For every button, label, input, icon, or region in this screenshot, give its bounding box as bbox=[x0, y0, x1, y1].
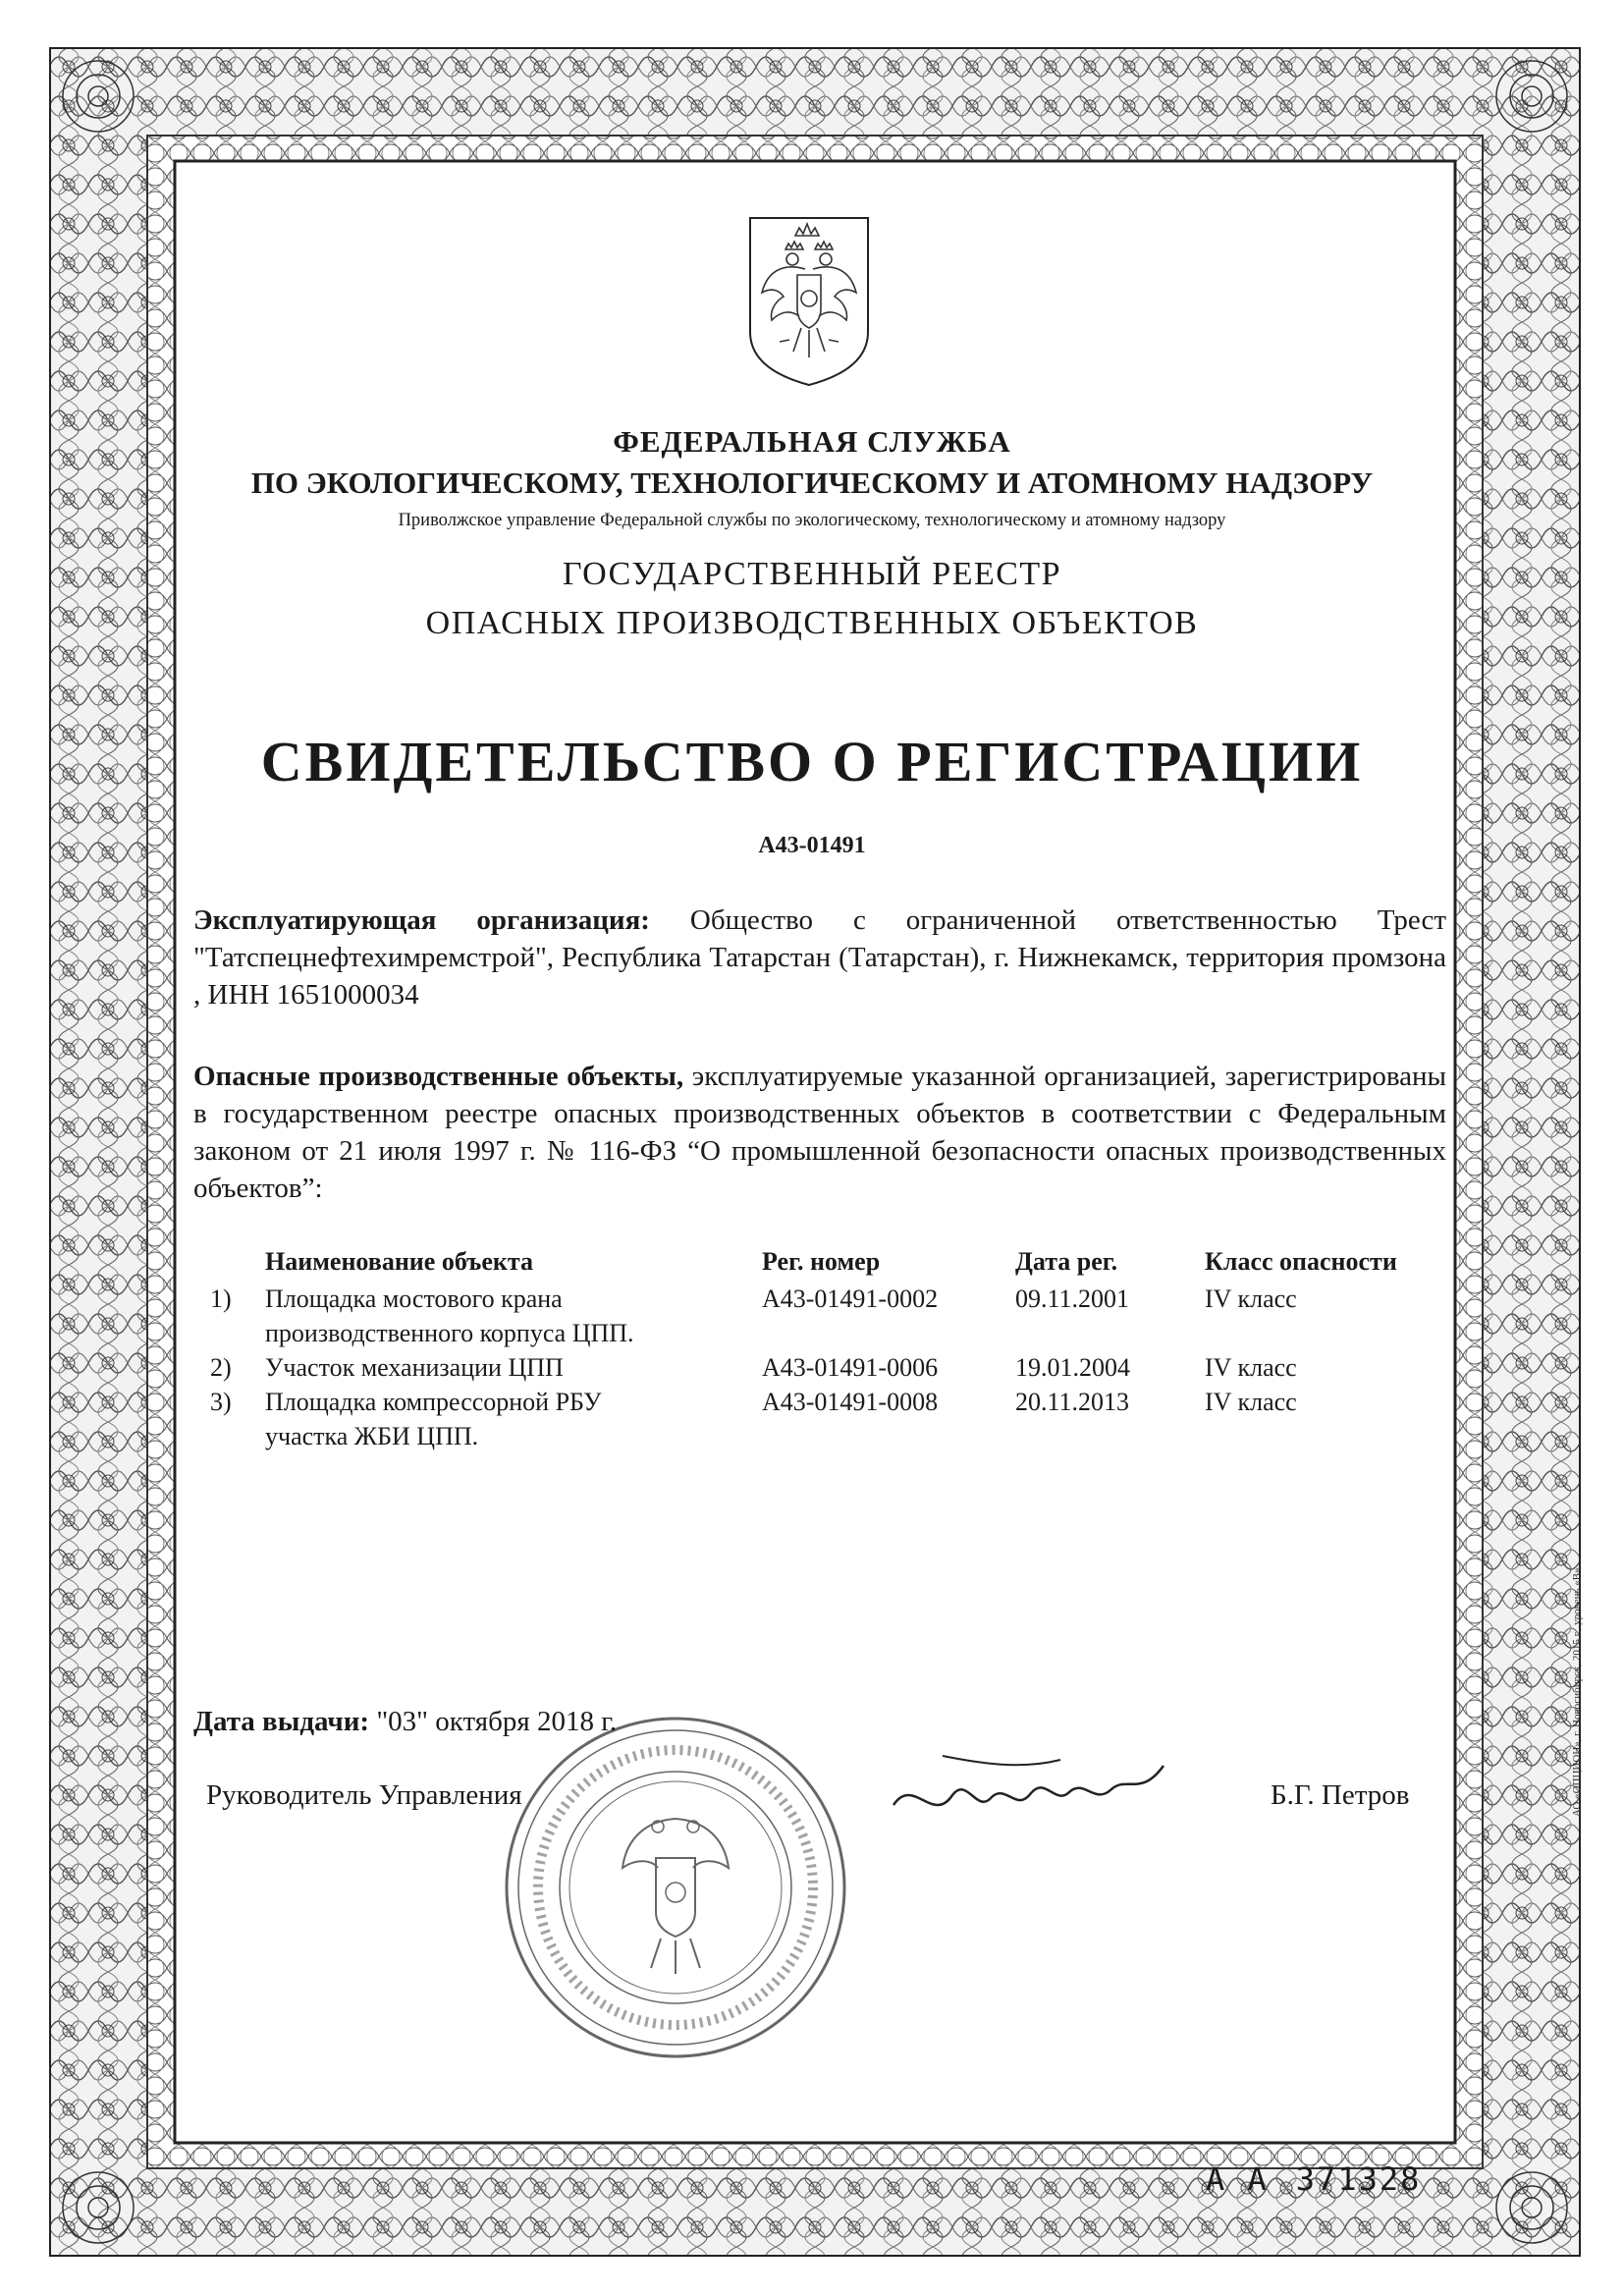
reg-date: 20.11.2013 bbox=[1015, 1388, 1130, 1416]
column-header-name: Наименование объекта bbox=[265, 1247, 533, 1276]
issue-date-line bbox=[193, 1706, 617, 1738]
certificate-title: СВИДЕТЕЛЬСТВО О РЕГИСТРАЦИИ bbox=[260, 730, 1364, 793]
serial-series: А А bbox=[1206, 2160, 1269, 2198]
column-header-reg-date: Дата рег. bbox=[1015, 1247, 1118, 1276]
agency-name-line2: ПО ЭКОЛОГИЧЕСКОМУ, ТЕХНОЛОГИЧЕСКОМУ И АТОМНОМУ НАДЗОРУ bbox=[250, 465, 1374, 500]
row-index: 2) bbox=[210, 1353, 232, 1382]
handwritten-signature bbox=[884, 1736, 1178, 1844]
column-header-reg-number: Рег. номер bbox=[762, 1247, 881, 1276]
signatory-position: Руководитель Управления bbox=[206, 1779, 522, 1811]
objects-paragraph bbox=[193, 1058, 1446, 1207]
organization-text: Общество с ограниченной ответственностью Трест "Татспецнефтехимремстрой", Республика Татарстан (Татарстан), г. Нижнекамск, территория промзона , ИНН 1651000034 bbox=[193, 904, 1447, 1011]
issue-date-label: Дата выдачи: bbox=[193, 1706, 370, 1737]
serial-number: 371328 bbox=[1295, 2160, 1422, 2198]
organization-label: Эксплуатирующая организация: bbox=[193, 904, 650, 936]
reg-number: А43-01491-0002 bbox=[762, 1285, 939, 1313]
objects-text: эксплуатируемые указанной организацией, зарегистрированы в государственном реестре опасных производственных объектов в соответствии с Федеральным законом от 21 июля 1997 г. № 116-ФЗ “О промышленной безопасности опасных производственных объектов”: bbox=[193, 1061, 1447, 1204]
issue-date-value: "03" октября 2018 г. bbox=[376, 1706, 618, 1737]
registry-title-line2: ОПАСНЫХ ПРОИЗВОДСТВЕННЫХ ОБЪЕКТОВ bbox=[425, 605, 1199, 641]
agency-name-line1: ФЕДЕРАЛЬНАЯ СЛУЖБА bbox=[613, 424, 1011, 459]
hazard-class: IV класс bbox=[1205, 1285, 1297, 1313]
reg-number: А43-01491-0006 bbox=[762, 1353, 939, 1382]
object-name: Площадка мостового крана bbox=[265, 1285, 563, 1313]
object-name-continued: участка ЖБИ ЦПП. bbox=[265, 1422, 479, 1450]
row-index: 1) bbox=[210, 1285, 232, 1313]
reg-number: А43-01491-0008 bbox=[762, 1388, 939, 1416]
official-stamp bbox=[499, 1711, 852, 2064]
reg-date: 09.11.2001 bbox=[1015, 1285, 1130, 1313]
hazard-class: IV класс bbox=[1205, 1388, 1297, 1416]
form-serial-number bbox=[1206, 2160, 1421, 2198]
object-name: Участок механизации ЦПП bbox=[265, 1353, 564, 1382]
column-header-hazard-class: Класс опасности bbox=[1205, 1247, 1397, 1276]
coat-of-arms-icon bbox=[746, 214, 872, 389]
reg-date: 19.01.2004 bbox=[1015, 1353, 1130, 1382]
certificate-number: А43-01491 bbox=[758, 833, 866, 858]
signatory-name: Б.Г. Петров bbox=[1271, 1779, 1410, 1811]
objects-label: Опасные производственные объекты, bbox=[193, 1061, 684, 1092]
registry-title-line1: ГОСУДАРСТВЕННЫЙ РЕЕСТР bbox=[562, 556, 1062, 592]
organization-paragraph bbox=[193, 902, 1446, 1013]
printer-imprint: АО «ОПЦИОН», г. Новосибирск, 2015 г., уровень «В» bbox=[1571, 1567, 1583, 1817]
sub-agency-name: Приволжское управление Федеральной службы по экологическому, технологическому и атомному надзору bbox=[398, 511, 1226, 530]
hazard-class: IV класс bbox=[1205, 1353, 1297, 1382]
object-name-continued: производственного корпуса ЦПП. bbox=[265, 1319, 634, 1347]
object-name: Площадка компрессорной РБУ bbox=[265, 1388, 602, 1416]
row-index: 3) bbox=[210, 1388, 232, 1416]
